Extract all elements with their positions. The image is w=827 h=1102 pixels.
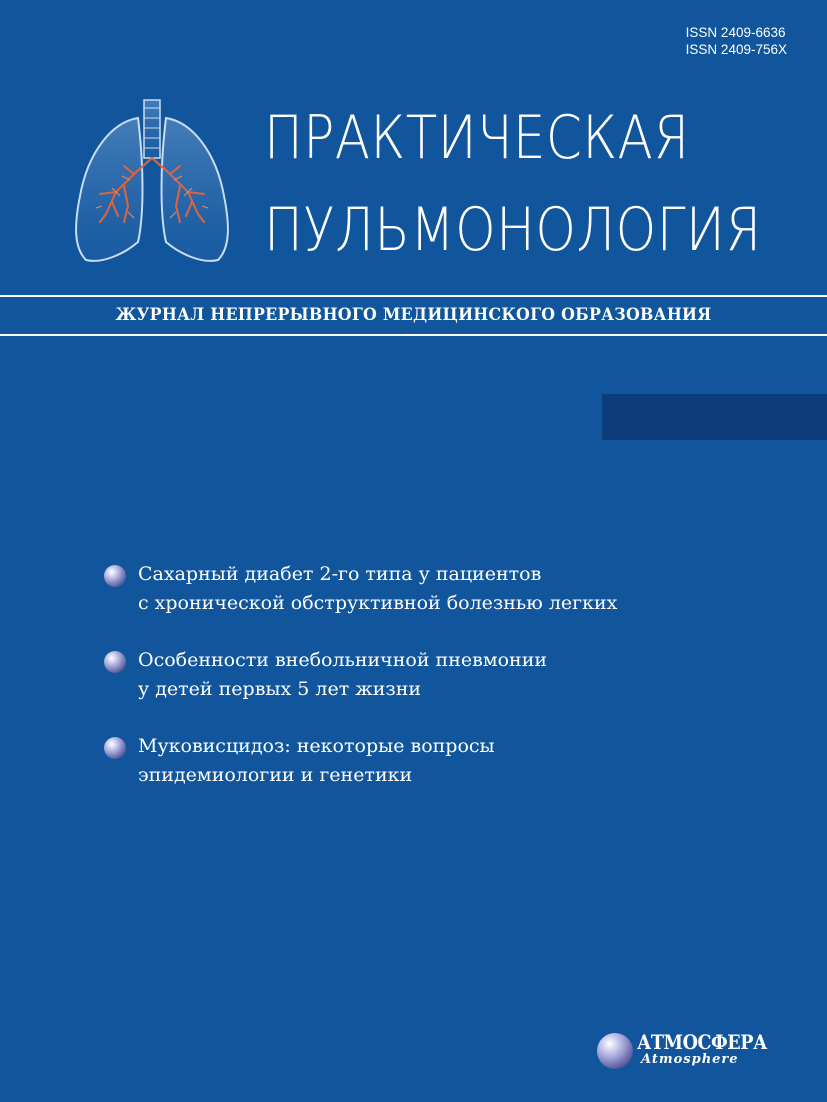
issn-online: ISSN 2409-756X — [685, 42, 787, 57]
topic-line-1: Особенности внебольничной пневмонии — [138, 649, 548, 671]
journal-subtitle: ЖУРНАЛ НЕПРЕРЫВНОГО МЕДИЦИНСКОГО ОБРАЗОВАНИЯ — [115, 305, 712, 325]
topic-item — [104, 732, 794, 790]
issn-block — [686, 24, 787, 58]
journal-title — [264, 92, 762, 276]
topic-line-2: у детей первых 5 лет жизни — [138, 678, 422, 700]
journal-title-line-2: ПУЛЬМОНОЛОГИЯ — [264, 195, 762, 265]
topic-item — [104, 646, 794, 704]
publisher-latin-name: Atmosphere — [641, 1052, 739, 1067]
sphere-bullet-icon — [104, 651, 126, 673]
publisher-name: АТМОСФЕРА — [637, 1030, 767, 1054]
lungs-illustration-icon — [72, 96, 232, 268]
divider-bottom — [0, 334, 827, 336]
topic-line-1: Сахарный диабет 2-го типа у пациентов — [138, 563, 542, 585]
featured-topics-list — [104, 560, 794, 818]
journal-title-line-1: ПРАКТИЧЕСКАЯ — [264, 103, 690, 173]
issn-print: ISSN 2409-6636 — [685, 25, 786, 40]
topic-item — [104, 560, 794, 618]
issue-tab-band — [602, 394, 827, 440]
topic-line-1: Муковисцидоз: некоторые вопросы — [138, 735, 495, 757]
sphere-bullet-icon — [104, 565, 126, 587]
sphere-bullet-icon — [104, 737, 126, 759]
topic-line-2: эпидемиологии и генетики — [138, 764, 413, 786]
topic-line-2: с хронической обструктивной болезнью легких — [138, 592, 618, 614]
publisher-logo — [597, 1028, 797, 1074]
publisher-sphere-icon — [597, 1033, 633, 1069]
